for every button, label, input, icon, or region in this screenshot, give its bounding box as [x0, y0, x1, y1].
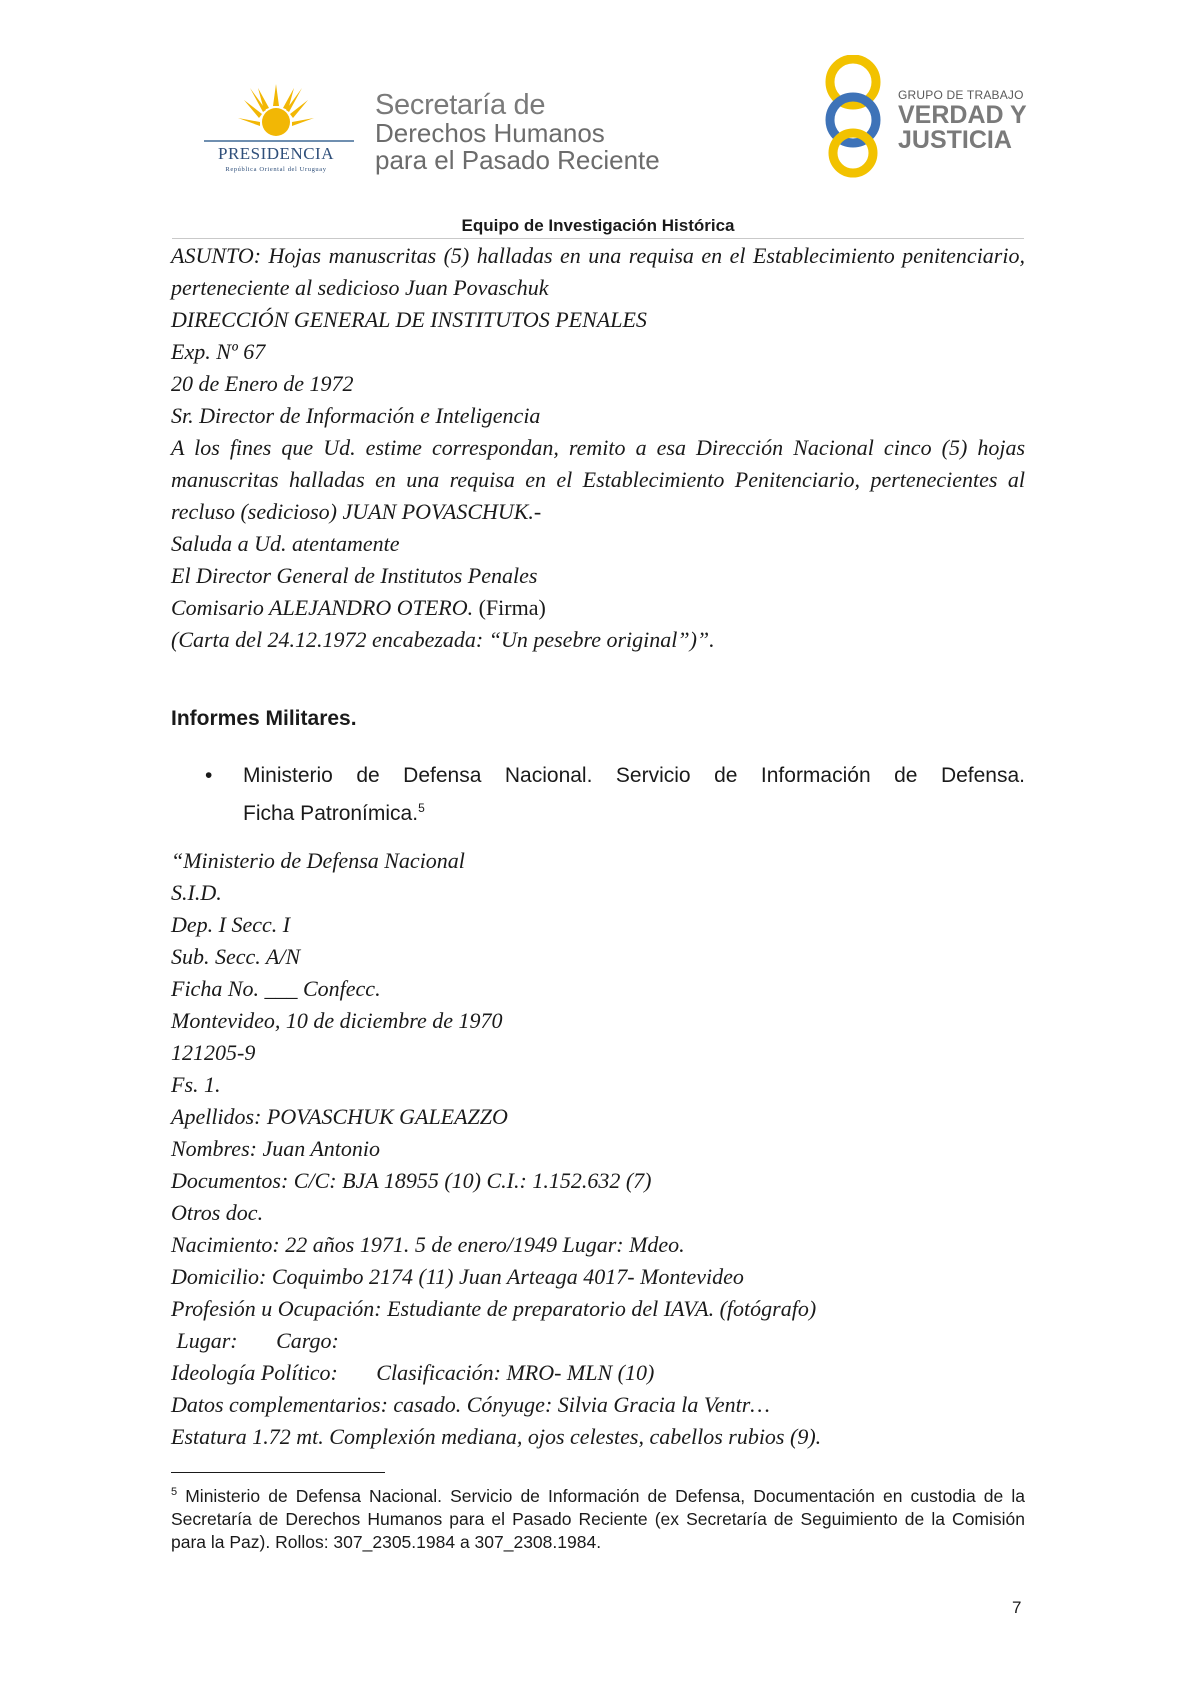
letter-saludo: Saluda a Ud. atentamente: [171, 531, 400, 556]
grupo-title-line-1: VERDAD Y: [898, 101, 1027, 129]
ficha-line: Profesión u Ocupación: Estudiante de preparatorio del IAVA. (fotógrafo): [171, 1296, 817, 1321]
grupo-title-line-2: JUSTICIA: [898, 126, 1012, 154]
ficha-line: “Ministerio de Defensa Nacional: [171, 848, 465, 873]
bullet-line-1: Ministerio de Defensa Nacional. Servicio de Información de Defensa.: [243, 764, 1025, 787]
ficha-line: Ficha No. ___ Confecc.: [171, 976, 381, 1001]
presidencia-label: PRESIDENCIA: [217, 144, 334, 163]
ficha-line: Apellidos: POVASCHUK GALEAZZO: [171, 1104, 508, 1129]
letter-firma: (Firma): [473, 595, 546, 620]
grupo-title: [898, 103, 1027, 153]
ficha-line: Ideología Político: Clasificación: MRO- MLN (10): [171, 1360, 655, 1385]
ficha-line: Documentos: C/C: BJA 18955 (10) C.I.: 1.152.632 (7): [171, 1168, 652, 1193]
secretaria-line-3: para el Pasado Reciente: [375, 145, 660, 175]
ficha-line: 121205-9: [171, 1040, 256, 1065]
letter-cuerpo: A los fines que Ud. estime correspondan, remito a esa Dirección Nacional cinco (5) hojas manuscritas halladas en una requisa en el Establecimiento Penitenciario, pertenecientes al recluso (sedicioso) JUAN POVASCHUK.-: [171, 435, 1025, 524]
ficha-line: Montevideo, 10 de diciembre de 1970: [171, 1008, 503, 1033]
footnote-ref[interactable]: 5: [418, 801, 425, 815]
ficha-line: Nacimiento: 22 años 1971. 5 de enero/1949 Lugar: Mdeo.: [171, 1232, 685, 1257]
bullet-text: [243, 760, 1025, 830]
letter-fecha: 20 de Enero de 1972: [171, 371, 354, 396]
rings-icon: [820, 55, 890, 180]
letter-destinatario: Sr. Director de Información e Inteligencia: [171, 403, 541, 428]
letter-firmante: Comisario ALEJANDRO OTERO.: [171, 595, 474, 620]
letter-carta: (Carta del 24.12.1972 encabezada: “Un pesebre original”)”.: [171, 627, 715, 652]
ficha-patronimica: [171, 845, 1031, 1453]
bullet-line-2: Ficha Patronímica.: [243, 802, 419, 825]
page-number: 7: [1012, 1598, 1022, 1617]
bullet-icon: •: [205, 764, 213, 787]
ficha-line: Sub. Secc. A/N: [171, 944, 301, 969]
letter-asunto: ASUNTO: Hojas manuscritas (5) halladas en una requisa en el Establecimiento penitenciario, perteneciente al sedicioso Juan Povaschuk: [171, 243, 1025, 300]
footnote-text: Ministerio de Defensa Nacional. Servicio de Información de Defensa, Documentación en custodia de la Secretaría de Derechos Humanos para el Pasado Reciente (ex Secretaría de Seguimiento de la Comisión para la Paz). Rollos: 307_2305.1984 a 307_2308.1984.: [171, 1485, 1025, 1552]
presidencia-divider: [204, 140, 354, 142]
secretaria-title: [375, 90, 660, 174]
footnote-rule: [171, 1472, 385, 1473]
letter-cargo: El Director General de Institutos Penales: [171, 563, 538, 588]
header-rule: [172, 238, 1024, 239]
ficha-line: S.I.D.: [171, 880, 222, 905]
verdad-justicia-logo: [820, 55, 1030, 180]
secretaria-line-2: Derechos Humanos: [375, 118, 605, 148]
ficha-line: Lugar: Cargo:: [171, 1328, 339, 1353]
ficha-line: Estatura 1.72 mt. Complexión mediana, ojos celestes, cabellos rubios (9).: [171, 1424, 822, 1449]
letter-exp: Exp. Nº 67: [171, 339, 266, 364]
presidencia-logo: [196, 82, 356, 177]
ficha-line: Nombres: Juan Antonio: [171, 1136, 380, 1161]
ficha-line: Datos complementarios: casado. Cónyuge: Silvia Gracia la Ventr…: [171, 1392, 770, 1417]
ficha-line: Otros doc.: [171, 1200, 264, 1225]
grupo-label: GRUPO DE TRABAJO: [898, 88, 1024, 102]
footnote-number: 5: [171, 1486, 178, 1498]
team-title: Equipo de Investigación Histórica: [461, 216, 735, 235]
ficha-line: Domicilio: Coquimbo 2174 (11) Juan Arteaga 4017- Montevideo: [171, 1264, 744, 1289]
letter-transcription: [171, 240, 1025, 656]
sun-icon: [238, 82, 314, 142]
ficha-line: Dep. I Secc. I: [171, 912, 291, 937]
page-header: [0, 0, 1191, 235]
letter-direccion: DIRECCIÓN GENERAL DE INSTITUTOS PENALES: [171, 307, 647, 332]
presidencia-sublabel: República Oriental del Uruguay: [225, 166, 327, 173]
footnote: [171, 1481, 1025, 1554]
section-heading: Informes Militares.: [171, 707, 357, 730]
letter-signature-line: [171, 592, 1025, 624]
ficha-line: Fs. 1.: [171, 1072, 221, 1097]
secretaria-line-1: Secretaría de: [375, 89, 546, 121]
